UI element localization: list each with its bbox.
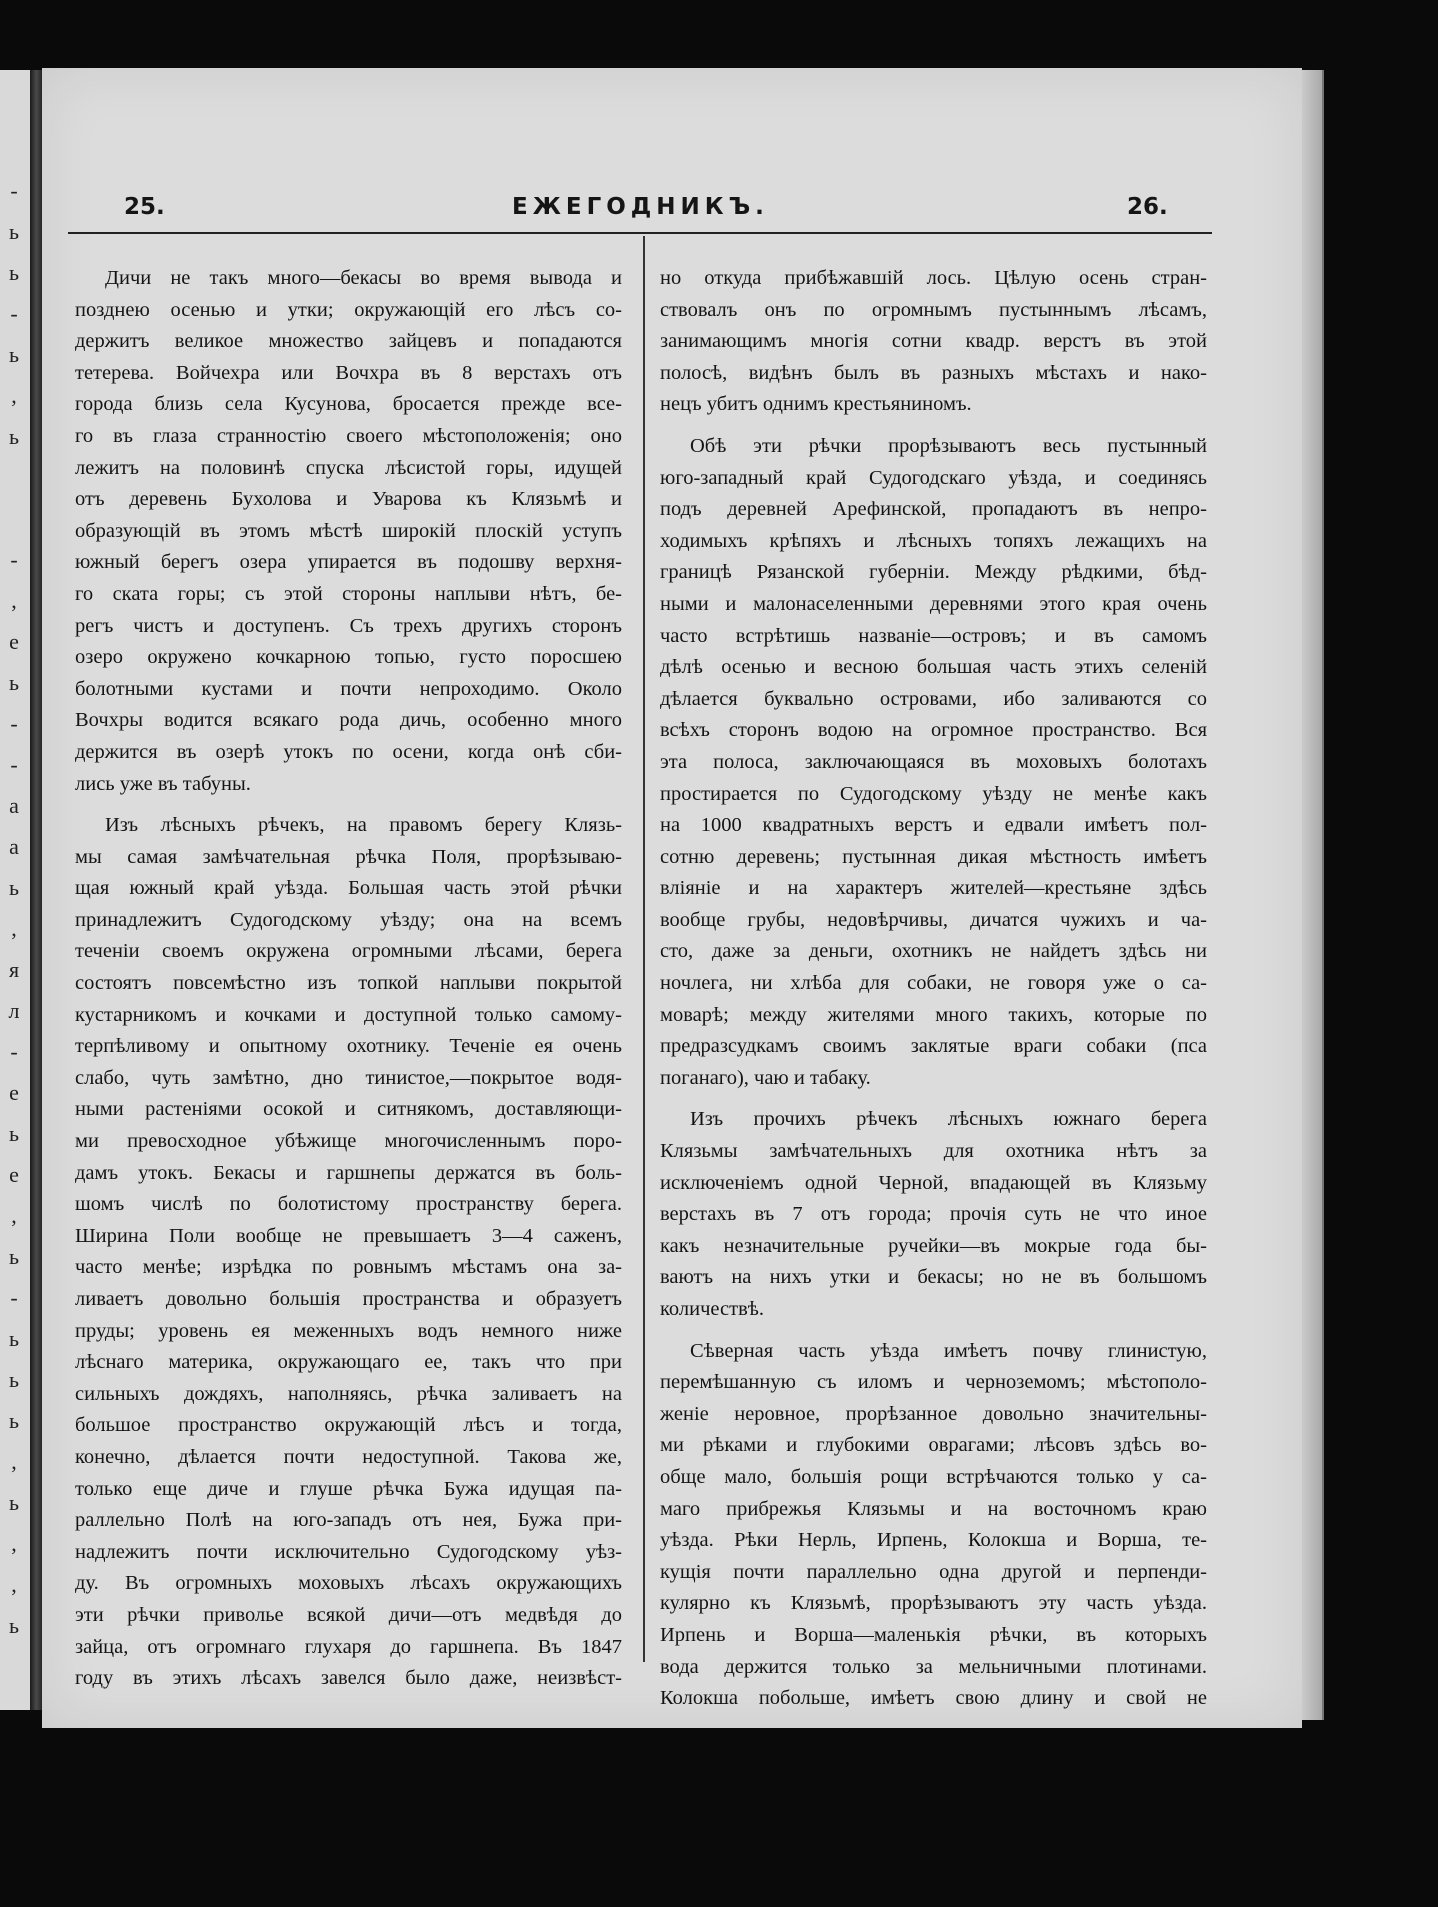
text-line: сильныхъ дождяхъ, наполняясь, рѣчка заливаетъ на — [75, 1382, 622, 1405]
text-line: кулярно къ Клязьмѣ, прорѣзываютъ эту часть уѣзда. — [660, 1592, 1207, 1615]
edge-fragment: - — [10, 178, 18, 203]
text-line: состоятъ повсемѣстно изъ топкой наплыви покрытой — [75, 972, 622, 995]
edge-fragment: , — [11, 588, 17, 613]
text-line: ваютъ на нихъ утки и бекасы; но не въ большомъ — [660, 1266, 1207, 1289]
column-divider — [643, 236, 645, 1662]
edge-fragment: ь — [8, 1613, 20, 1638]
text-line: Дичи не такъ много—бекасы во время вывода и — [105, 267, 622, 289]
text-line: моварѣ; между жителями много такихъ, которые по — [660, 1003, 1207, 1026]
text-line: ночлега, ни хлѣба для собаки, не говоря уже о са- — [660, 972, 1207, 995]
text-line: на 1000 квадратныхъ верстъ и едвали имѣетъ пол- — [660, 814, 1207, 837]
edge-fragment: е — [9, 1080, 19, 1105]
edge-fragment: я — [8, 957, 20, 982]
text-line: всѣхъ сторонъ водою на огромное пространство. Вся — [660, 719, 1207, 742]
text-line: принадлежитъ Судогодскому уѣзду; она на всемъ — [75, 908, 622, 931]
text-line: Ирпень и Ворша—маленькія рѣчки, въ которыхъ — [660, 1623, 1207, 1646]
text-line: Ширина Поли вообще не превышаетъ 3—4 саженъ, — [75, 1224, 622, 1247]
text-line: ными и малонаселенными деревнями этого края очень — [660, 592, 1207, 615]
edge-fragment: е — [9, 629, 19, 654]
left-column — [75, 263, 622, 1695]
text-line: полосѣ, видѣнъ былъ въ разныхъ мѣстахъ и нако- — [660, 361, 1207, 384]
edge-fragment: , — [11, 916, 17, 941]
text-line: Изъ лѣсныхъ рѣчекъ, на правомъ берегу Клязь- — [105, 814, 622, 837]
text-line: раллельно Полѣ на юго-западъ отъ нея, Бужа при- — [75, 1509, 622, 1532]
running-title: ЕЖЕГОДНИКЪ. — [512, 194, 769, 220]
text-line: лись уже въ табуны. — [75, 772, 251, 795]
edge-fragment: , — [11, 383, 17, 408]
text-line: держится въ озерѣ утокъ по осени, когда онѣ сби- — [75, 740, 622, 763]
previous-page-edge — [0, 70, 34, 1710]
text-line: предразсудкамъ своимъ заклятые враги собаки (пса — [660, 1035, 1207, 1058]
edge-fragment: - — [10, 1285, 18, 1310]
edge-fragment: ь — [8, 1408, 20, 1433]
text-line: большое пространство окружающій лѣсъ и тогда, — [75, 1414, 622, 1437]
text-line: уѣзда. Рѣки Нерль, Ирпень, Колокша и Ворша, те- — [660, 1529, 1207, 1552]
text-line: кущія почти параллельно одна другой и перпенди- — [660, 1560, 1207, 1583]
text-line: держитъ великое множество зайцевъ и попадаются — [75, 330, 622, 353]
text-line: вліяніе и на характеръ жителей—крестьяне здѣсь — [660, 877, 1207, 900]
text-line: ми рѣками и глубокими оврагами; лѣсовъ здѣсь во- — [660, 1434, 1207, 1457]
edge-fragment: , — [11, 1449, 17, 1474]
text-line: ливаетъ довольно большія пространства и образуетъ — [75, 1288, 622, 1310]
edge-fragment: ь — [8, 670, 20, 695]
text-line: южный берегъ озера упирается въ подошву верхня- — [75, 551, 622, 574]
text-line: щая южный край уѣзда. Большая часть этой рѣчки — [75, 877, 622, 900]
edge-fragment: - — [10, 1039, 18, 1064]
text-line: женіе неровное, прорѣзанное довольно значительны- — [660, 1402, 1207, 1425]
text-line: юго-западный край Судогодскаго уѣзда, и соединясь — [660, 466, 1207, 489]
edge-fragment: а — [9, 834, 19, 859]
text-line: сотню деревень; пустынная дикая мѣстность имѣетъ — [660, 845, 1207, 868]
paragraph — [75, 263, 622, 800]
edge-fragment: , — [11, 1531, 17, 1556]
edge-fragment: ь — [8, 1121, 20, 1146]
edge-fragment: - — [10, 301, 18, 326]
edge-fragment: - — [10, 547, 18, 572]
edge-fragment: , — [11, 1572, 17, 1597]
text-line: какъ незначительные ручейки—въ мокрые года бы- — [660, 1234, 1207, 1257]
edge-fragment: л — [8, 998, 20, 1023]
text-line: Обѣ эти рѣчки прорѣзываютъ весь пустынный — [690, 434, 1207, 457]
edge-fragment: ь — [8, 1326, 20, 1351]
text-line: нецъ убитъ однимъ крестьяниномъ. — [660, 393, 972, 416]
text-line: терпѣливому и опытному охотнику. Теченіе ея очень — [75, 1035, 622, 1058]
text-line: сто, даже за деньги, охотникъ не найдетъ здѣсь ни — [660, 940, 1207, 963]
text-line: занимающимъ многія сотни квадр. верстъ въ этой — [660, 330, 1207, 353]
text-line: тетерева. Войчехра или Вочхра въ 8 верстахъ отъ — [75, 361, 622, 384]
page-number-right: 26. — [1127, 194, 1168, 220]
text-line: Клязьмы замѣчательныхъ для охотника нѣтъ за — [660, 1140, 1207, 1163]
text-line: Сѣверная часть уѣзда имѣетъ почву глинистую, — [690, 1339, 1207, 1362]
text-line: маго прибрежья Клязьмы и на восточномъ краю — [660, 1497, 1207, 1520]
text-line: города близь села Кусунова, бросается прежде все- — [75, 393, 622, 416]
paragraph — [660, 263, 1207, 421]
text-line: верстахъ въ 7 отъ города; прочія суть не что иное — [660, 1203, 1207, 1226]
edge-fragment: ь — [8, 1490, 20, 1515]
text-line: обще мало, большія рощи встрѣчаются только у са- — [660, 1465, 1207, 1488]
text-line: позднею осенью и утки; окружающій его лѣсъ со- — [75, 298, 622, 321]
text-line: кустарникомъ и кочками и доступной только самому- — [75, 1003, 622, 1026]
edge-fragment: , — [11, 1203, 17, 1228]
edge-fragment: ь — [8, 424, 20, 449]
edge-fragment: ь — [8, 342, 20, 367]
text-line: озеро окружено кочкарною топью, густо поросшею — [75, 646, 622, 669]
text-line: Колокша побольше, имѣетъ свою длину и свой не — [660, 1687, 1207, 1710]
text-line: шомъ числѣ по болотистому пространству берега. — [75, 1193, 622, 1216]
text-line: слабо, чуть замѣтно, дно тинистое,—покрытое водя- — [75, 1066, 622, 1089]
text-line: ми превосходное убѣжище многочисленнымъ поро- — [75, 1130, 622, 1153]
text-line: исключеніемъ одной Черной, впадающей въ Клязьму — [660, 1171, 1207, 1194]
edge-fragment: е — [9, 1162, 19, 1187]
page-number-left: 25. — [124, 194, 165, 220]
edge-fragment: ь — [8, 1367, 20, 1392]
text-line: теченіи своемъ окружена огромными лѣсами, берега — [75, 940, 622, 963]
text-line: перемѣшанную съ иломъ и черноземомъ; мѣстополо- — [660, 1371, 1207, 1394]
edge-fragment: а — [9, 793, 19, 818]
paragraph — [660, 431, 1207, 1094]
text-line: ными растеніями осокой и ситнякомъ, доставляющи- — [75, 1098, 622, 1121]
text-line: но откуда прибѣжавшій лось. Цѣлую осень стран- — [660, 267, 1207, 289]
edge-fragment: - — [10, 752, 18, 777]
text-line: дамъ утокъ. Бекасы и гаршнепы держатся въ боль- — [75, 1161, 622, 1184]
right-column — [660, 263, 1207, 1715]
edge-fragment: - — [10, 711, 18, 736]
text-line: ствовалъ онъ по огромнымъ пустыннымъ лѣсамъ, — [660, 298, 1207, 321]
edge-fragment: ь — [8, 219, 20, 244]
text-line: поганаго), чаю и табаку. — [660, 1066, 871, 1089]
text-line: регъ чистъ и доступенъ. Съ трехъ другихъ сторонъ — [75, 614, 622, 637]
text-line: вода держится только за мельничными плотинами. — [660, 1655, 1207, 1678]
text-line: количествѣ. — [660, 1298, 765, 1320]
text-line: отъ деревень Бухолова и Уварова къ Клязьмѣ и — [75, 488, 622, 511]
text-line: подъ деревней Арефинской, пропадаютъ въ непро- — [660, 498, 1207, 521]
text-line: часто встрѣтишь названіе—островъ; и въ самомъ — [660, 624, 1207, 647]
text-line: надлежитъ почти исключительно Судогодскому уѣз- — [75, 1540, 622, 1563]
text-line: дѣлѣ осенью и весною большая часть этихъ селеній — [660, 656, 1207, 679]
text-line: конечно, дѣлается почти недоступной. Такова же, — [75, 1445, 622, 1468]
text-line: году въ этихъ лѣсахъ завелся было даже, неизвѣст- — [75, 1667, 622, 1690]
text-line: го въ глаза странностію своего мѣстоположенія; оно — [75, 424, 622, 447]
text-line: только еще диче и глуше рѣчка Бужа идущая па- — [75, 1477, 622, 1500]
text-line: простирается по Судогодскому уѣзду не менѣе какъ — [660, 782, 1207, 805]
text-line: ходимыхъ крѣпяхъ и лѣсныхъ топяхъ лежащихъ на — [660, 529, 1207, 552]
text-line: границѣ Рязанской губерніи. Между рѣдкими, бѣд- — [660, 561, 1207, 584]
text-line: болотными кустами и почти непроходимо. Около — [75, 677, 622, 700]
text-line: ду. Въ огромныхъ моховыхъ лѣсахъ окружающихъ — [75, 1572, 622, 1595]
text-line: мы самая замѣчательная рѣчка Поля, прорѣзываю- — [75, 845, 622, 868]
text-line: образующій въ этомъ мѣстѣ широкій плоскій уступъ — [75, 519, 622, 542]
text-line: лѣснаго материка, окружающаго ее, такъ что при — [75, 1351, 622, 1374]
text-line: часто менѣе; изрѣдка по ровнымъ мѣстамъ она за- — [75, 1256, 622, 1279]
paragraph — [660, 1104, 1207, 1325]
text-line: эта полоса, заключающаяся въ моховыхъ болотахъ — [660, 750, 1207, 773]
paragraph — [75, 810, 622, 1695]
edge-fragment: ь — [8, 260, 20, 285]
text-line: вообще грубы, недовѣрчивы, дичатся чужихъ и ча- — [660, 908, 1207, 931]
text-line: пруды; уровень ея меженныхъ водъ немного ниже — [75, 1319, 622, 1342]
edge-fragment: ь — [8, 875, 20, 900]
text-line: Вочхры водится всякаго рода дичь, особенно много — [75, 709, 622, 732]
text-line: зайца, отъ огромнаго глухаря до гаршнепа. Въ 1847 — [75, 1635, 622, 1658]
edge-fragment: ь — [8, 1244, 20, 1269]
text-line: дѣлается буквально островами, ибо заливаются со — [660, 687, 1207, 710]
paragraph — [660, 1336, 1207, 1715]
text-line: эти рѣчки приволье всякой дичи—отъ медвѣдя до — [75, 1603, 622, 1626]
header-rule — [68, 232, 1212, 234]
text-line: го ската горы; съ этой стороны наплыви нѣтъ, бе- — [75, 582, 622, 605]
text-line: Изъ прочихъ рѣчекъ лѣсныхъ южнаго берега — [690, 1108, 1207, 1131]
text-line: лежитъ на половинѣ спуска лѣсистой горы, идущей — [75, 456, 622, 479]
